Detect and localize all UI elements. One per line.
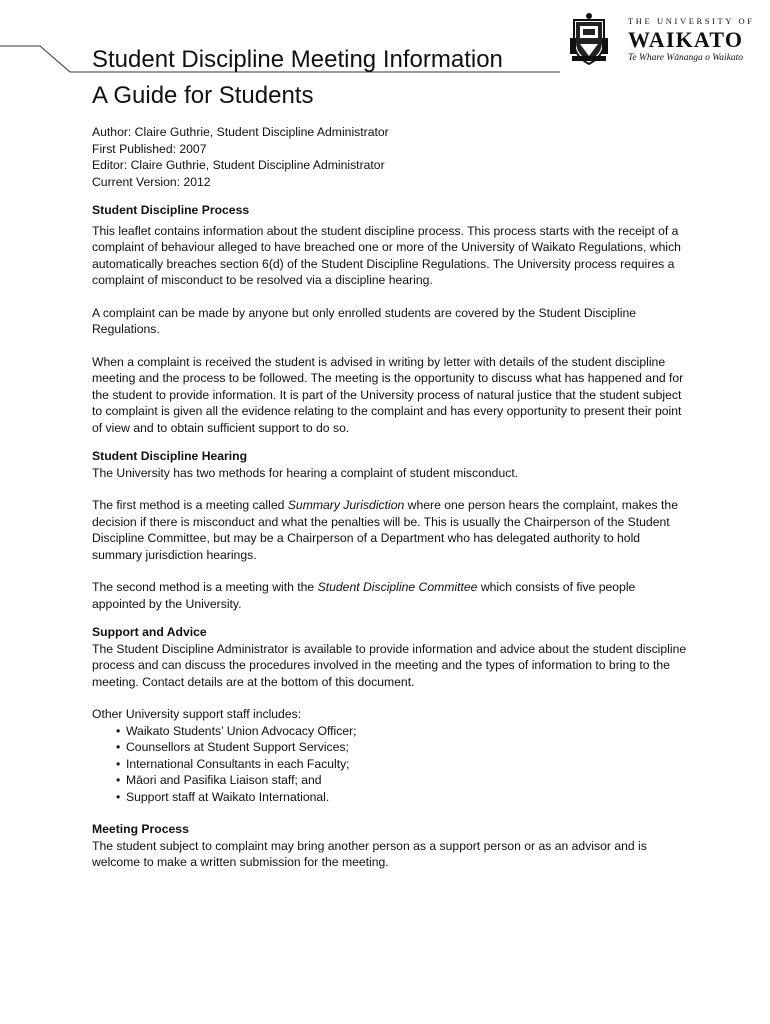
university-logo — [566, 12, 766, 68]
list-item — [116, 772, 692, 789]
hearing-first-emphasis: Summary Jurisdiction — [287, 498, 405, 512]
section-heading-meeting: Meeting Process — [92, 822, 189, 836]
support-paragraph-1: The Student Discipline Administrator is available to provide information and advice about the student discipline process and can discuss the procedures involved in the meeting and the types of information to bring to the meeting. Contact details are at the bottom of this document. — [92, 641, 687, 689]
list-item — [116, 756, 692, 773]
document-meta — [92, 124, 692, 190]
bullet-icon: • — [116, 723, 121, 738]
support-staff-list — [92, 723, 692, 806]
hearing-intro: The University has two methods for hearing a complaint of student misconduct. — [92, 465, 519, 480]
bullet-icon: • — [116, 740, 121, 754]
list-item-text: Waikato Students’ Union Advocacy Officer; — [126, 723, 357, 738]
hearing-first-text-b: where one person hears the complaint, makes the decision if there is misconduct and what the penalties will be. This is usually the Chairperson of the Student Discipline Committee, but may be a Chairperson of a Department who has delegated authority to hold summary jurisdiction hearings. — [92, 498, 678, 562]
logo-line-2: WAIKATO — [628, 27, 744, 52]
list-item-text: International Consultants in each Faculty; — [126, 756, 350, 771]
page-title: Student Discipline Meeting Information — [92, 46, 503, 73]
hearing-second-method — [92, 579, 692, 612]
logo-line-1: THE UNIVERSITY OF — [628, 16, 755, 26]
list-item — [116, 739, 692, 756]
section-heading-process: Student Discipline Process — [92, 203, 250, 217]
meta-editor: Editor: Claire Guthrie, Student Discipline Administrator — [92, 158, 385, 172]
list-item-text: Māori and Pasifika Liaison staff; and — [126, 773, 322, 787]
list-item — [116, 723, 692, 740]
section-heading-hearing: Student Discipline Hearing — [92, 449, 248, 463]
process-paragraph-3: When a complaint is received the student is advised in writing by letter with details of the student discipline meeting and the process to be followed. The meeting is the opportunity to discuss what has happened and for the student to provide information. It is part of the University process of natural justice that the student subject to complaint is given all the evidence relating to the complaint and has every opportunity to present their point of view and to obtain sufficient support to do so. — [92, 354, 684, 435]
meta-author: Author: Claire Guthrie, Student Discipline Administrator — [92, 125, 389, 139]
section-heading-support: Support and Advice — [92, 625, 207, 639]
hearing-first-method — [92, 497, 692, 563]
list-item — [116, 789, 692, 806]
bullet-icon: • — [116, 756, 121, 771]
list-item-text: Support staff at Waikato International. — [126, 789, 330, 804]
bullet-icon: • — [116, 773, 121, 787]
crest-icon — [566, 12, 612, 66]
document-body — [92, 124, 692, 871]
meta-first-published: First Published: 2007 — [92, 141, 207, 156]
hearing-first-text-a: The first method is a meeting called — [92, 498, 288, 512]
bullet-icon: • — [116, 789, 121, 804]
support-other-intro: Other University support staff includes: — [92, 707, 302, 721]
meeting-paragraph-1: The student subject to complaint may bring another person as a support person or as an advisor and is welcome to make a written submission for the meeting. — [92, 838, 647, 869]
process-paragraph-1: This leaflet contains information about the student discipline process. This process starts with the receipt of a complaint of behaviour alleged to have breached one or more of the University of Waikato Regulations, which automatically breaches section 6(d) of the Student Discipline Regulations. The University process requires a complaint of misconduct to be resolved via a discipline hearing. — [92, 223, 681, 287]
hearing-second-text-b: which consists of five people appointed by the University. — [92, 580, 636, 611]
meta-current-version: Current Version: 2012 — [92, 174, 211, 189]
page-subtitle: A Guide for Students — [92, 82, 314, 109]
hearing-second-text-a: The second method is a meeting with the — [92, 580, 318, 594]
hearing-second-emphasis: Student Discipline Committee — [317, 580, 478, 594]
process-paragraph-2: A complaint can be made by anyone but only enrolled students are covered by the Student Discipline Regulations. — [92, 305, 637, 336]
logo-line-3: Te Whare Wānanga o Waikato — [628, 53, 744, 63]
list-item-text: Counsellors at Student Support Services; — [126, 740, 349, 754]
